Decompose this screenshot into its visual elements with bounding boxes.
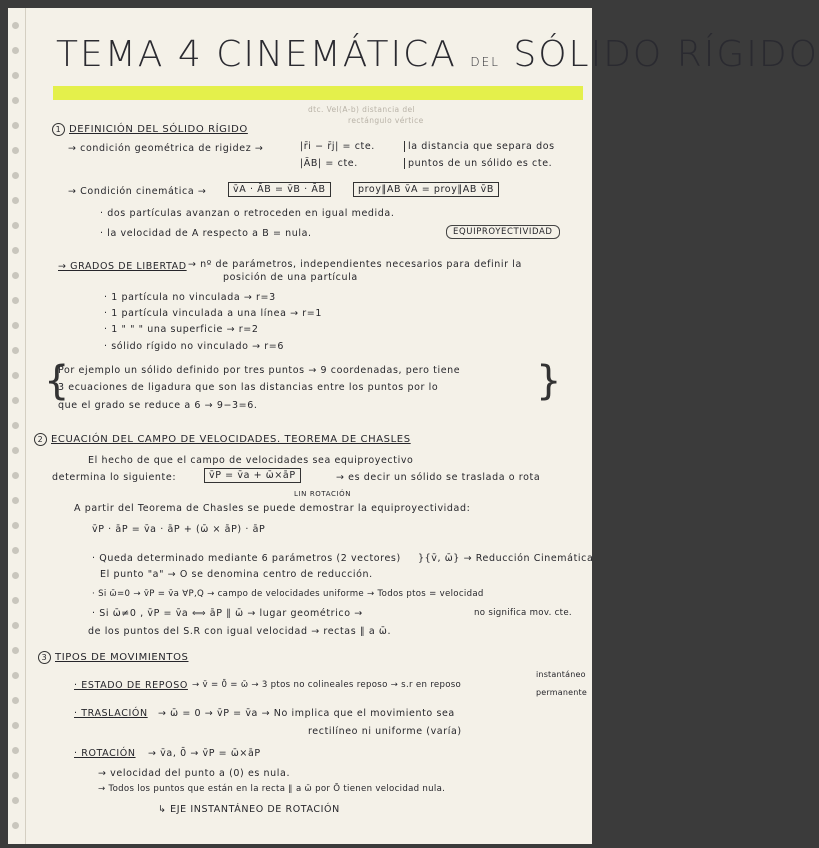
sec2-eq-box: v̄P = v̄a + ω̄×āP [204,468,301,483]
binder-hole [12,222,19,229]
binder-hole [12,472,19,479]
sec2-bullet-1a: · Queda determinado mediante 6 parámetros (2 vectores) [92,553,401,564]
title-main: TEMA 4 CINEMÁTICA [56,34,457,75]
section-3-title: TIPOS DE MOVIMIENTOS [55,652,189,663]
section-3-heading [38,651,189,664]
binder-hole [12,347,19,354]
binder-hole [12,247,19,254]
binder-hole [12,572,19,579]
binder-hole [12,322,19,329]
gdl-item: · sólido rígido no vinculado → r=6 [104,341,285,352]
faint-note-2: rectángulo vértice [348,116,424,125]
section-1-heading [52,123,248,136]
kin-bullet-1: · dos partículas avanzan o retroceden en igual medida. [100,208,395,219]
example-line-3: que el grado se reduce a 6 → 9−3=6. [58,400,258,411]
binder-hole [12,197,19,204]
geom-eq-1: |r̄i − r̄j| = cte. [300,141,375,152]
binder-hole [12,772,19,779]
equiproyectividad-box: EQUIPROYECTIVIDAD [446,225,560,239]
sec2-bullet-1c: El punto "a" → O se denomina centro de reducción. [100,569,373,580]
sec2-bullet-1b: }{v̄, ω̄} → Reducción Cinemática [418,553,594,564]
rest-label: · ESTADO DE REPOSO [74,680,188,691]
binder-hole [12,47,19,54]
gdl-item: · 1 " " " una superficie → r=2 [104,324,259,335]
rot-eq: → v̄a, 0̄ → v̄P = ω̄×āP [148,748,261,759]
binder-hole [12,297,19,304]
faint-note-1: dtc. Vel(A-b) distancia del [308,105,415,114]
example-line-2: 3 ecuaciones de ligadura que son las distancias entre los puntos por lo [58,382,439,393]
page-title [56,34,819,75]
binder-hole [12,22,19,29]
sec2-bullet-3c: de los puntos del S.R con igual velocidad → rectas ∥ a ω̄. [88,626,392,637]
binder-hole [12,497,19,504]
margin-line [25,8,26,844]
binder-hole [12,522,19,529]
example-right-brace: } [536,358,562,404]
sec2-p2: determina lo siguiente: [52,472,177,483]
notebook-page [8,8,819,844]
binder-hole [12,597,19,604]
title-end: SÓLIDO RÍGIDO [513,34,819,75]
gdl-def-2: posición de una partícula [223,272,358,283]
binder-hole [12,647,19,654]
section-1-number: 1 [52,123,65,136]
binder-hole [12,672,19,679]
binder-hole [12,722,19,729]
sec2-p1: El hecho de que el campo de velocidades sea equiproyectivo [88,455,414,466]
section-2-title: ECUACIÓN DEL CAMPO DE VELOCIDADES. TEOREMA DE CHASLES [51,434,411,445]
gdl-def-1: → nº de parámetros, independientes necesarios para definir la [188,259,522,270]
rest-eq: → v̄ = 0̄ = ω̄ → 3 ptos no colineales reposo → s.r en reposo [192,680,462,690]
trans-eq-2: rectilíneo ni uniforme (varía) [308,726,462,737]
sec2-p3: A partir del Teorema de Chasles se puede demostrar la equiproyectividad: [74,503,471,514]
rot-bullet-2: → Todos los puntos que están en la recta ∥ a ω̄ por Ō tienen velocidad nula. [98,784,446,794]
trans-eq: → ω̄ = 0 → v̄P = v̄a → No implica que el movimiento sea [158,708,455,719]
kin-label: → Condición cinemática → [68,186,207,197]
section-2-number: 2 [34,433,47,446]
binder-hole [12,797,19,804]
binder-hole [12,422,19,429]
kin-bullet-2: · la velocidad de A respecto a B = nula. [100,228,312,239]
rot-label: · ROTACIÓN [74,748,136,759]
binder-hole [12,547,19,554]
sec2-eq-sub: LIN ROTACIÓN [294,490,352,498]
geom-label: → condición geométrica de rigidez → [68,143,264,154]
title-highlight [53,86,583,100]
spiral-holes [12,8,22,844]
binder-hole [12,72,19,79]
geom-eq-2: |ĀB| = cte. [300,158,358,169]
example-line-1: Por ejemplo un sólido definido por tres puntos → 9 coordenadas, pero tiene [58,365,461,376]
section-3-number: 3 [38,651,51,664]
sec2-eq-tail: → es decir un sólido se traslada o rota [336,472,541,483]
sec2-bullet-3a: · Si ω̄≠0 , v̄P = v̄a ⟺ āP ∥ ω̄ → lugar geométrico → [92,608,363,619]
rot-bullet-1: → velocidad del punto a (0) es nula. [98,768,291,779]
sec2-bullet-3b: no significa mov. cte. [474,608,572,618]
binder-hole [12,622,19,629]
rot-axis: ↳ EJE INSTANTÁNEO DE ROTACIÓN [158,804,340,815]
gdl-item: · 1 partícula no vinculada → r=3 [104,292,276,303]
gdl-label: → GRADOS DE LIBERTAD [58,261,187,272]
example-left-brace: { [44,358,70,404]
geom-desc-2: puntos de un sólido es cte. [404,158,552,169]
sec2-eq2: v̄P · āP = v̄a · āP + (ω̄ × āP) · āP [92,524,266,535]
kin-proj-box: proy‖AB v̄A = proy‖AB v̄B [353,182,499,197]
sec2-eq [204,470,301,481]
section-2-heading [34,433,411,446]
trans-label: · TRASLACIÓN [74,708,148,719]
binder-hole [12,822,19,829]
binder-hole [12,697,19,704]
title-del: DEL [470,55,500,69]
kin-eq-box: v̄A · ĀB = v̄B · ĀB [228,182,331,197]
kin-eq [228,184,331,195]
binder-hole [12,447,19,454]
binder-hole [12,147,19,154]
binder-hole [12,747,19,754]
binder-hole [12,122,19,129]
gdl-item: · 1 partícula vinculada a una línea → r=1 [104,308,323,319]
rest-option-2: permanente [536,688,587,697]
binder-hole [12,272,19,279]
kin-proj [353,184,499,195]
rest-option-1: instantáneo [536,670,586,679]
binder-hole [12,172,19,179]
geom-desc-1: la distancia que separa dos [404,141,555,152]
section-1-title: DEFINICIÓN DEL SÓLIDO RÍGIDO [69,124,248,135]
binder-hole [12,397,19,404]
binder-hole [12,97,19,104]
sec2-bullet-2: · Si ω̄=0 → v̄P = v̄a ∀P,Q → campo de velocidades uniforme → Todos ptos = velocidad [92,589,484,599]
binder-hole [12,372,19,379]
